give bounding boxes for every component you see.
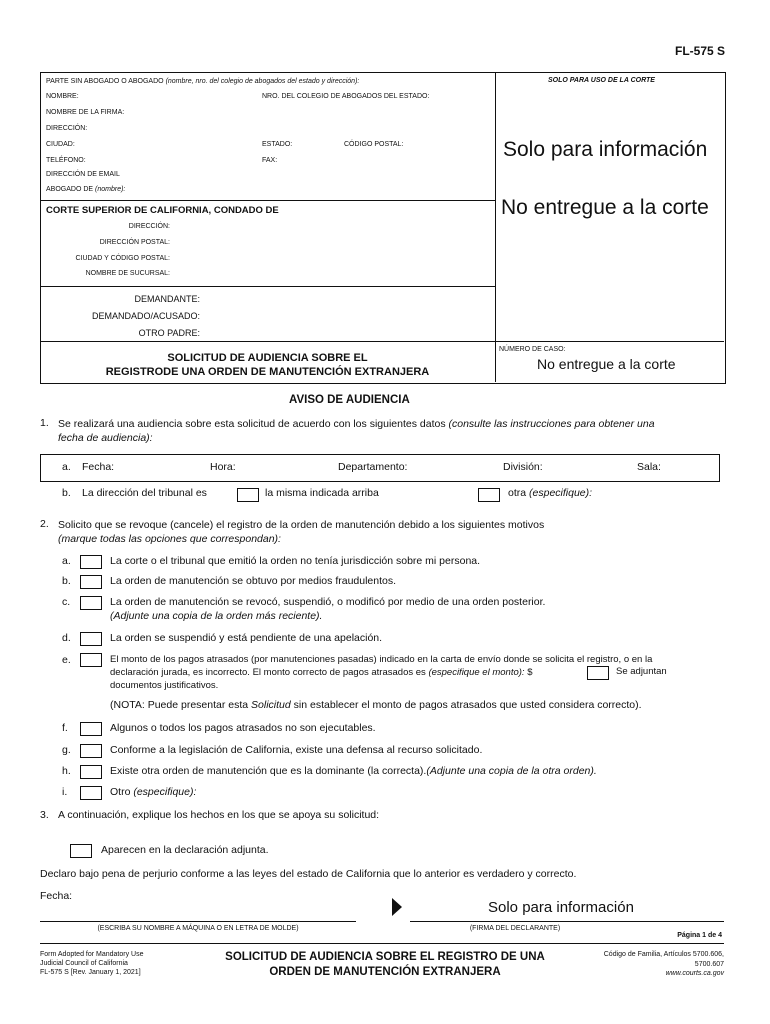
footer-title-2: ORDEN DE MANUTENCIÓN EXTRANJERA: [269, 966, 501, 978]
watermark-no-file: No entregue a la corte: [501, 196, 709, 219]
respondent-label: DEMANDADO/ACUSADO:: [91, 311, 200, 321]
attorney-for-row: [46, 186, 125, 193]
note-part-b: sin establecer el monto de pagos atrasados que usted considera correcto).: [293, 699, 642, 711]
documents-attached-label: Se adjuntan: [616, 666, 667, 677]
court-city-zip-label: CIUDAD Y CÓDIGO POSTAL:: [75, 255, 170, 262]
item1-number: 1.: [40, 417, 49, 429]
date-label[interactable]: Fecha:: [40, 890, 73, 902]
reason-c-checkbox[interactable]: [80, 596, 102, 610]
other-address-word: otra: [508, 487, 527, 499]
footer-codes: [604, 950, 724, 979]
reason-i-text: [110, 786, 196, 798]
other-address-label: [508, 487, 592, 499]
reason-f-text: Algunos o todos los pagos atrasados no son ejecutables.: [110, 722, 376, 734]
reason-h-letter: h.: [62, 765, 71, 777]
footer-adopted-3: FL-575 S [Rev. January 1, 2021]: [40, 969, 141, 976]
footer-website-link[interactable]: www.courts.ca.gov: [665, 970, 724, 977]
reason-f-checkbox[interactable]: [80, 722, 102, 736]
attorney-label: PARTE SIN ABOGADO O ABOGADO: [46, 78, 164, 85]
caption-divider: [495, 72, 496, 382]
row-b-letter: b.: [62, 487, 71, 499]
note-text: [110, 699, 642, 711]
document-title-line-2: REGISTRODE UNA ORDEN DE MANUTENCIÓN EXTRANJERA: [105, 366, 430, 378]
item2-number: 2.: [40, 518, 49, 530]
item1-text-hint-2: fecha de audiencia):: [58, 432, 153, 444]
row-a-letter: a.: [62, 461, 71, 473]
reason-g-text: Conforme a la legislación de California, existe una defensa al recurso solicitado.: [110, 744, 483, 756]
name-label: NOMBRE:: [46, 93, 79, 100]
footer-code-1: Código de Familia, Artículos 5700.606,: [603, 951, 724, 958]
reason-a-text: La corte o el tribunal que emitió la orden no tenía jurisdicción sobre mi persona.: [110, 555, 481, 567]
court-use-label: SOLO PARA USO DE LA CORTE: [548, 77, 655, 84]
reason-f-letter: f.: [62, 722, 68, 734]
reason-h-main: Existe otra orden de manutención que es la dominante (la correcta).: [110, 765, 427, 777]
declaration-attached-checkbox[interactable]: [70, 844, 92, 858]
zip-label: CÓDIGO POSTAL:: [344, 141, 404, 148]
court-address-text: La dirección del tribunal es: [82, 487, 207, 499]
item2-text: [58, 518, 544, 546]
footer-adopted-2: Judicial Council of California: [40, 960, 128, 967]
footer-title-1: SOLICITUD DE AUDIENCIA SOBRE EL REGISTRO DE UNA: [225, 951, 545, 963]
note-part-a: (NOTA: Puede presentar esta: [110, 699, 249, 711]
document-title-line-1: SOLICITUD DE AUDIENCIA SOBRE EL: [167, 352, 368, 364]
reason-c-letter: c.: [62, 596, 71, 608]
case-number-label: NÚMERO DE CASO:: [499, 346, 566, 353]
declaration-attached-label: Aparecen en la declaración adjunta.: [101, 844, 269, 856]
attorney-court-divider: [40, 200, 495, 201]
item3-number: 3.: [40, 809, 49, 821]
item3-text: A continuación, explique los hechos en los que se apoya su solicitud:: [58, 809, 380, 821]
reason-e-line-2-main: declaración jurada, es incorrecto. El monto correcto de pagos atrasados es: [110, 667, 426, 678]
footer-rule: [40, 943, 724, 944]
perjury-declaration: Declaro bajo pena de perjurio conforme a las leyes del estado de California que lo anterior es verdadero y correcto.: [40, 868, 577, 880]
reason-b-text: La orden de manutención se obtuvo por medios fraudulentos.: [110, 575, 397, 587]
print-name-line[interactable]: [40, 921, 356, 922]
phone-label: TELÉFONO:: [46, 157, 86, 164]
footer-title: [195, 950, 575, 980]
signature-arrow-icon: [392, 898, 402, 916]
reason-c-hint: (Adjunte una copia de la orden más reciente).: [110, 610, 323, 622]
same-address-checkbox[interactable]: [237, 488, 259, 502]
other-address-checkbox[interactable]: [478, 488, 500, 502]
reason-h-checkbox[interactable]: [80, 765, 102, 779]
item1-text-hint: (consulte las instrucciones para obtener una: [448, 418, 655, 430]
reason-e-amount-hint: (especifique el monto):: [428, 667, 525, 678]
attorney-for-hint: (nombre):: [95, 186, 126, 193]
attorney-hint: (nombre, nro. del colegio de abogados del estado y dirección):: [165, 78, 360, 85]
documents-attached-checkbox[interactable]: [587, 666, 609, 680]
reason-d-checkbox[interactable]: [80, 632, 102, 646]
notice-heading: AVISO DE AUDIENCIA: [289, 394, 410, 406]
item2-hint: (marque todas las opciones que correspondan):: [58, 533, 281, 545]
reason-a-letter: a.: [62, 555, 71, 567]
item2-text-main: Solicito que se revoque (cancele) el registro de la orden de manutención debido a los siguientes motivos: [58, 519, 545, 531]
reason-i-checkbox[interactable]: [80, 786, 102, 800]
signature-label: (FIRMA DEL DECLARANTE): [469, 925, 561, 932]
watermark-info: Solo para información: [503, 138, 708, 161]
court-address-label: DIRECCIÓN:: [128, 223, 170, 230]
item1-text-main: Se realizará una audiencia sobre esta solicitud de acuerdo con los siguientes datos: [58, 418, 446, 430]
email-label: DIRECCIÓN DE EMAIL: [46, 171, 120, 178]
reason-d-text: La orden se suspendió y está pendiente de una apelación.: [110, 632, 383, 644]
reason-i-main: Otro: [110, 786, 131, 798]
reason-e-dollar: $: [527, 667, 533, 678]
reason-g-checkbox[interactable]: [80, 744, 102, 758]
reason-e-line-3: documentos justificativos.: [110, 680, 219, 691]
reason-e-line-1: El monto de los pagos atrasados (por manutenciones pasadas) indicado en la carta de envío donde se solicita el registro, o en la: [110, 654, 653, 665]
same-address-label: la misma indicada arriba: [265, 487, 379, 499]
hearing-date-field[interactable]: Fecha:: [82, 461, 115, 473]
attorney-label-row: [46, 78, 359, 85]
address-label: DIRECCIÓN:: [46, 125, 88, 132]
fax-label: FAX:: [262, 157, 278, 164]
reason-e-letter: e.: [62, 654, 71, 666]
case-number-watermark: No entregue a la corte: [537, 356, 676, 372]
reason-e-line-2: [110, 666, 652, 679]
reason-b-letter: b.: [62, 575, 71, 587]
state-label: ESTADO:: [262, 141, 293, 148]
court-title: CORTE SUPERIOR DE CALIFORNIA, CONDADO DE: [46, 205, 279, 216]
reason-d-letter: d.: [62, 632, 71, 644]
item1-text: [58, 417, 728, 445]
form-id: FL-575 S: [674, 44, 725, 58]
reason-i-hint: (especifique):: [133, 786, 197, 798]
attorney-for-label: ABOGADO DE: [46, 186, 94, 193]
signature-watermark: Solo para información: [488, 899, 634, 916]
court-mailing-label: DIRECCIÓN POSTAL:: [99, 239, 170, 246]
court-parties-divider: [40, 286, 495, 287]
note-italic: Solicitud: [251, 699, 291, 711]
other-parent-label: OTRO PADRE:: [138, 328, 200, 338]
reason-c-text: [110, 595, 545, 623]
page-number: Página 1 de 4: [677, 932, 722, 939]
firm-name-label: NOMBRE DE LA FIRMA:: [46, 109, 125, 116]
signature-line[interactable]: [410, 921, 724, 922]
print-name-label: (ESCRIBA SU NOMBRE A MÁQUINA O EN LETRA DE MOLDE): [97, 925, 299, 932]
reason-e-text: [110, 653, 652, 692]
reason-c-main: La orden de manutención se revocó, suspendió, o modificó por medio de una orden posterior.: [110, 596, 546, 608]
hearing-time-field[interactable]: Hora:: [210, 461, 236, 473]
reason-b-checkbox[interactable]: [80, 575, 102, 589]
document-title: [40, 351, 495, 379]
city-label: CIUDAD:: [46, 141, 75, 148]
reason-g-letter: g.: [62, 744, 71, 756]
hearing-room-field[interactable]: Sala:: [637, 461, 661, 473]
footer-adopted-1: Form Adopted for Mandatory Use: [40, 951, 144, 958]
reason-i-letter: i.: [62, 786, 68, 798]
footer-code-2: 5700.607: [694, 960, 724, 968]
petitioner-label: DEMANDANTE:: [134, 294, 200, 304]
other-address-hint: (especifique):: [529, 487, 593, 499]
bar-number-label: NRO. DEL COLEGIO DE ABOGADOS DEL ESTADO:: [262, 93, 430, 100]
reason-h-text: [110, 765, 597, 777]
reason-a-checkbox[interactable]: [80, 555, 102, 569]
reason-e-checkbox[interactable]: [80, 653, 102, 667]
hearing-department-field[interactable]: Departamento:: [338, 461, 408, 473]
reason-h-hint: (Adjunte una copia de la otra orden).: [426, 765, 597, 777]
footer-adopted: [40, 950, 144, 977]
parties-title-divider: [40, 341, 724, 342]
court-branch-label: NOMBRE DE SUCURSAL:: [85, 270, 170, 277]
hearing-division-field[interactable]: División:: [503, 461, 543, 473]
